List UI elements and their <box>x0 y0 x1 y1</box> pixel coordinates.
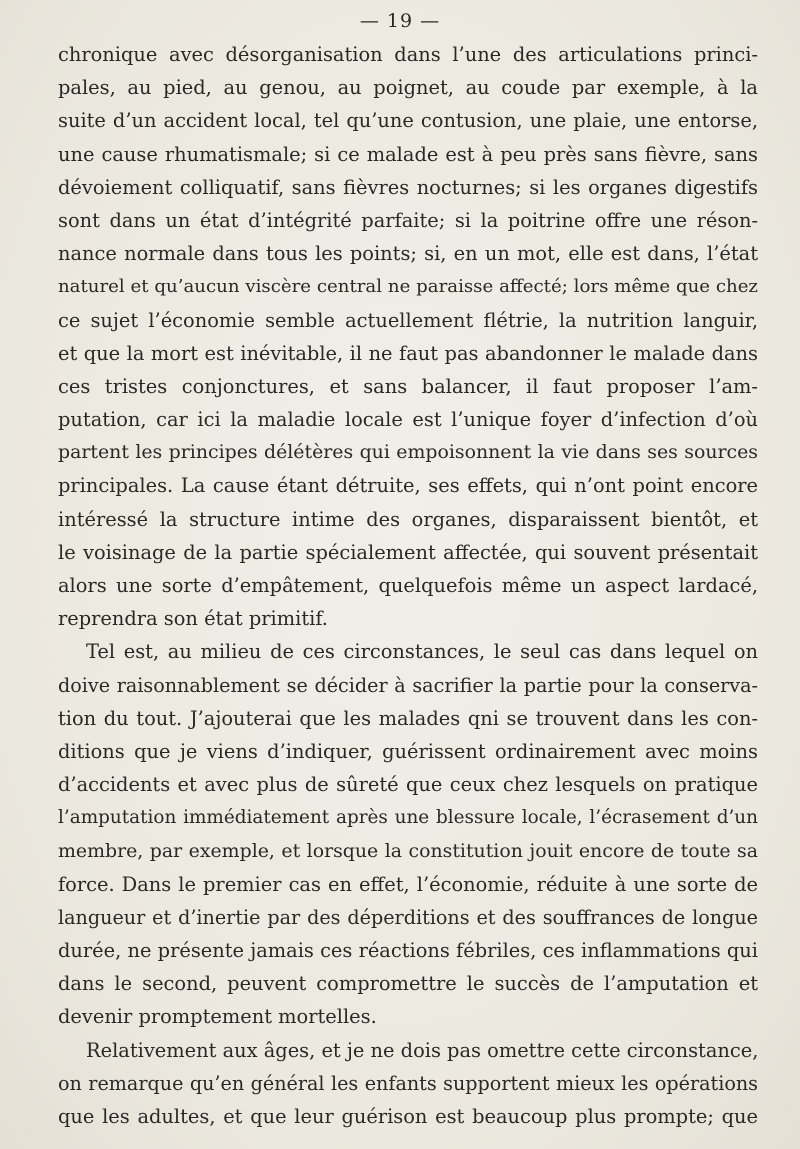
text-line: suite d’un accident local, tel qu’une contusion, une plaie, une entorse, <box>58 109 758 133</box>
text-line: Relativement aux âges, et je ne dois pas omettre cette circonstance, <box>86 1038 759 1062</box>
text-line: langueur et d’inertie par des déperditions et des souffrances de longue <box>58 905 758 929</box>
text-line: le voisinage de la partie spécialement affectée, qui souvent présentait <box>58 540 758 564</box>
text-line: reprendra son état primitif. <box>58 607 328 631</box>
text-line: ces tristes conjonctures, et sans balancer, il faut proposer l’am- <box>58 374 758 398</box>
text-line: on remarque qu’en général les enfants supportent mieux les opérations <box>58 1071 758 1095</box>
text-line: que les adultes, et que leur guérison est beaucoup plus prompte; que <box>58 1105 758 1128</box>
text-line: membre, par exemple, et lorsque la constitution jouit encore de toute sa <box>58 839 758 862</box>
text-line: pales, au pied, au genou, au poignet, au coude par exemple, à la <box>58 76 758 100</box>
text-line: partent les principes délétères qui empoisonnent la vie dans ses sources <box>58 441 758 464</box>
text-line: principales. La cause étant détruite, ses effets, qui n’ont point encore <box>58 474 758 498</box>
text-line: putation, car ici la maladie locale est l’unique foyer d’infection d’où <box>58 408 758 432</box>
text-line: dévoiement colliquatif, sans fièvres nocturnes; si les organes digestifs <box>58 175 758 199</box>
text-line: et que la mort est inévitable, il ne faut pas abandonner le malade dans <box>58 341 758 365</box>
text-line: l’amputation immédiatement après une blessure locale, l’écrasement d’un <box>58 807 758 829</box>
page-number-header: — 19 — <box>359 10 441 32</box>
text-line: naturel et qu’aucun viscère central ne paraisse affecté; lors même que chez <box>58 276 758 298</box>
text-line: une cause rhumatismale; si ce malade est à peu près sans fièvre, sans <box>58 142 758 166</box>
text-line: ditions que je viens d’indiquer, guérissent ordinairement avec moins <box>58 739 758 763</box>
text-line: doive raisonnablement se décider à sacrifier la partie pour la conserva- <box>58 673 758 697</box>
text-line: sont dans un état d’intégrité parfaite; si la poitrine offre une réson- <box>58 208 758 232</box>
text-line: d’accidents et avec plus de sûreté que ceux chez lesquels on pratique <box>58 773 758 797</box>
text-line: intéressé la structure intime des organes, disparaissent bientôt, et <box>58 507 758 531</box>
text-line: dans le second, peuvent compromettre le succès de l’amputation et <box>58 972 758 996</box>
text-line: force. Dans le premier cas en effet, l’économie, réduite à une sorte de <box>58 872 758 896</box>
text-line: ce sujet l’économie semble actuellement flétrie, la nutrition languir, <box>58 308 758 332</box>
text-line: tion du tout. J’ajouterai que les malades qni se trouvent dans les con- <box>58 706 758 730</box>
text-line: nance normale dans tous les points; si, en un mot, elle est dans, l’état <box>58 242 758 266</box>
text-line: chronique avec désorganisation dans l’une des articulations princi- <box>58 43 758 66</box>
text-line: devenir promptement mortelles. <box>58 1005 377 1029</box>
text-line: alors une sorte d’empâtement, quelquefois même un aspect lardacé, <box>58 574 758 597</box>
text-line: durée, ne présente jamais ces réactions fébriles, ces inflammations qui <box>58 939 758 963</box>
body-text <box>58 38 758 1133</box>
text-line: Tel est, au milieu de ces circonstances, le seul cas dans lequel on <box>86 640 758 664</box>
